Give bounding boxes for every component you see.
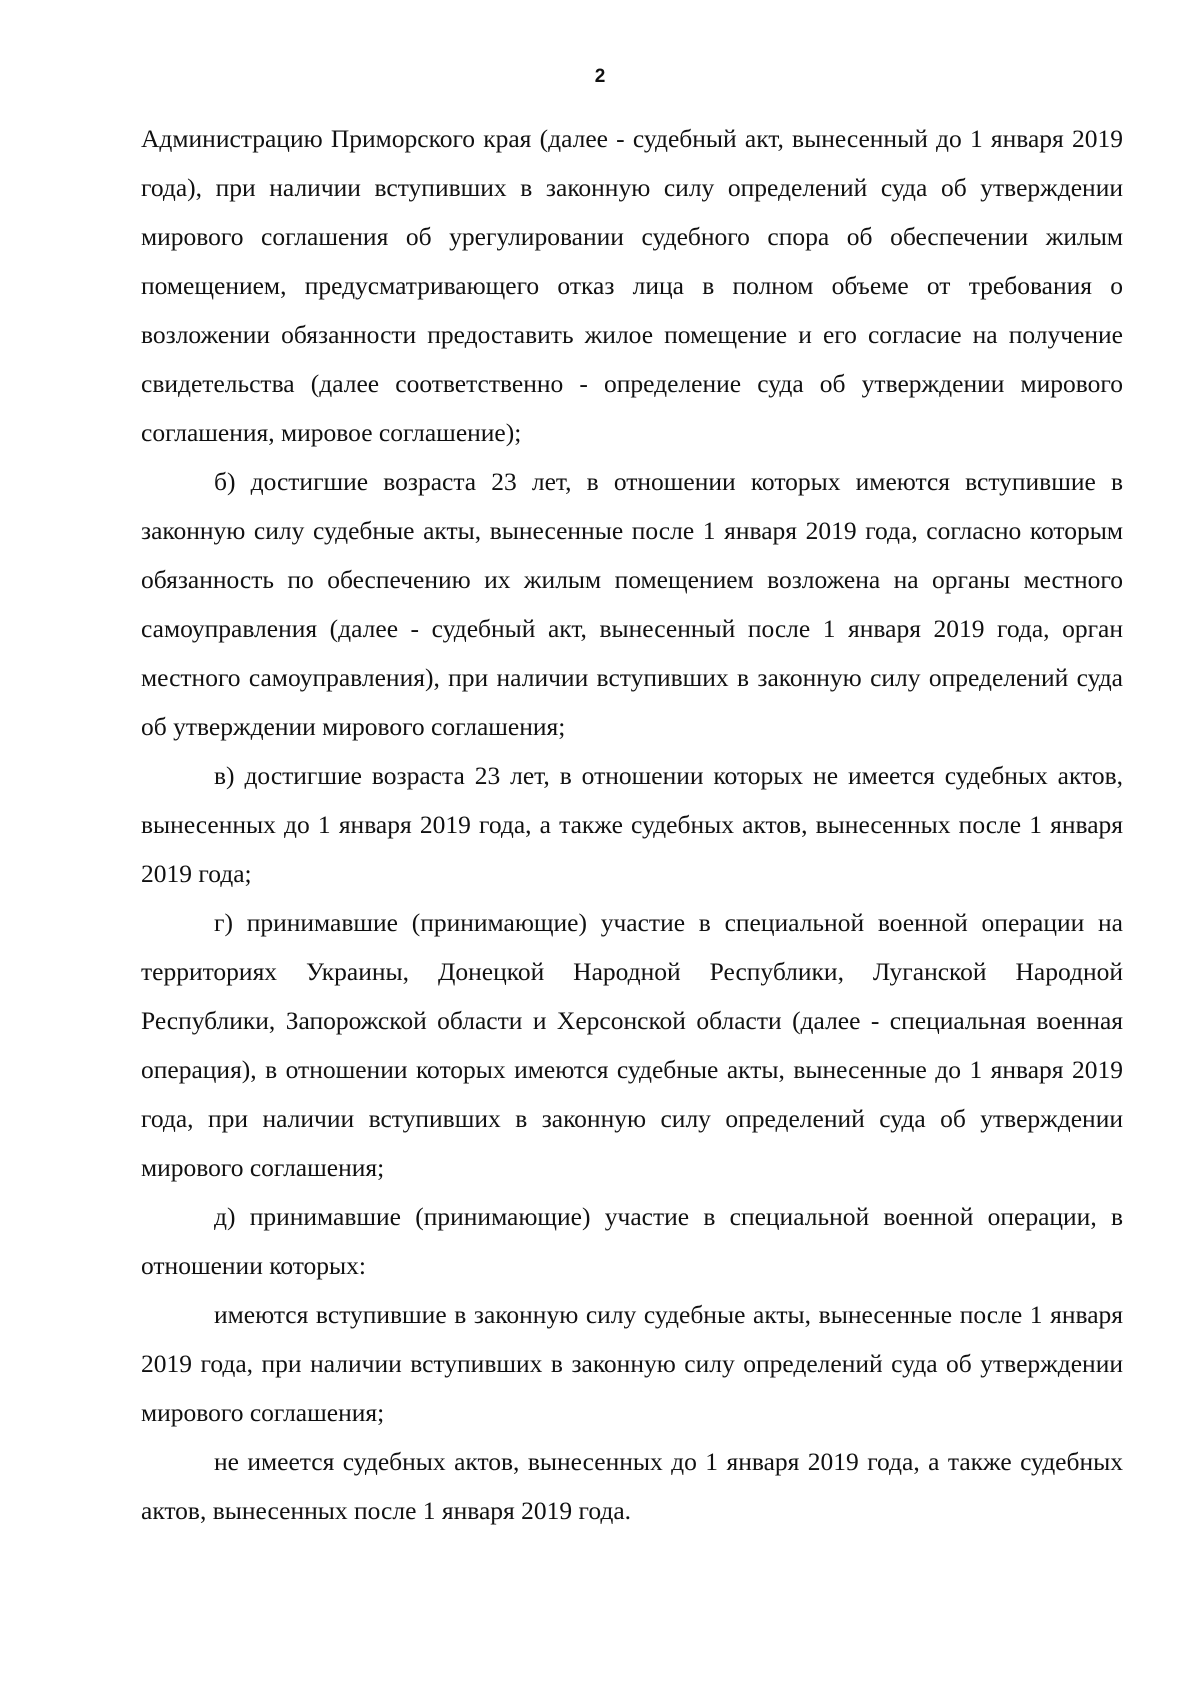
paragraph-item-d-sub-2: не имеется судебных актов, вынесенных до 1 января 2019 года, а также судебных актов, вынесенных после 1 января 2019 года. bbox=[141, 1447, 1123, 1525]
paragraph-continuation: Администрацию Приморского края (далее - судебный акт, вынесенный до 1 января 2019 года), при наличии вступивших в законную силу определений суда об утверждении мирового соглашения об урегулировании судебного спора об обеспечении жилым помещением, предусматривающего отказ лица в полном объеме от требования о возложении обязанности предоставить жилое помещение и его согласие на получение свидетельства (далее соответственно - определение суда об утверждении мирового соглашения, мировое соглашение); bbox=[141, 124, 1123, 447]
paragraph-item-g: г) принимавшие (принимающие) участие в специальной военной операции на территориях Украины, Донецкой Народной Республики, Луганской Народной Республики, Запорожской области и Херсонской области (далее - специальная военная операция), в отношении которых имеются судебные акты, вынесенные до 1 января 2019 года, при наличии вступивших в законную силу определений суда об утверждении мирового соглашения; bbox=[141, 908, 1123, 1182]
paragraph-item-d-sub-1: имеются вступившие в законную силу судебные акты, вынесенные после 1 января 2019 года, при наличии вступивших в законную силу определений суда об утверждении мирового соглашения; bbox=[141, 1300, 1123, 1427]
page-number: 2 bbox=[594, 66, 606, 87]
paragraph-item-b: б) достигшие возраста 23 лет, в отношении которых имеются вступившие в законную силу судебные акты, вынесенные после 1 января 2019 года, согласно которым обязанность по обеспечению их жилым помещением возложена на органы местного самоуправления (далее - судебный акт, вынесенный после 1 января 2019 года, орган местного самоуправления), при наличии вступивших в законную силу определений суда об утверждении мирового соглашения; bbox=[141, 467, 1123, 741]
document-body bbox=[141, 114, 1123, 1535]
paragraph-item-d: д) принимавшие (принимающие) участие в специальной военной операции, в отношении которых: bbox=[141, 1202, 1123, 1280]
paragraph-item-v: в) достигшие возраста 23 лет, в отношении которых не имеется судебных актов, вынесенных до 1 января 2019 года, а также судебных актов, вынесенных после 1 января 2019 года; bbox=[141, 761, 1123, 888]
